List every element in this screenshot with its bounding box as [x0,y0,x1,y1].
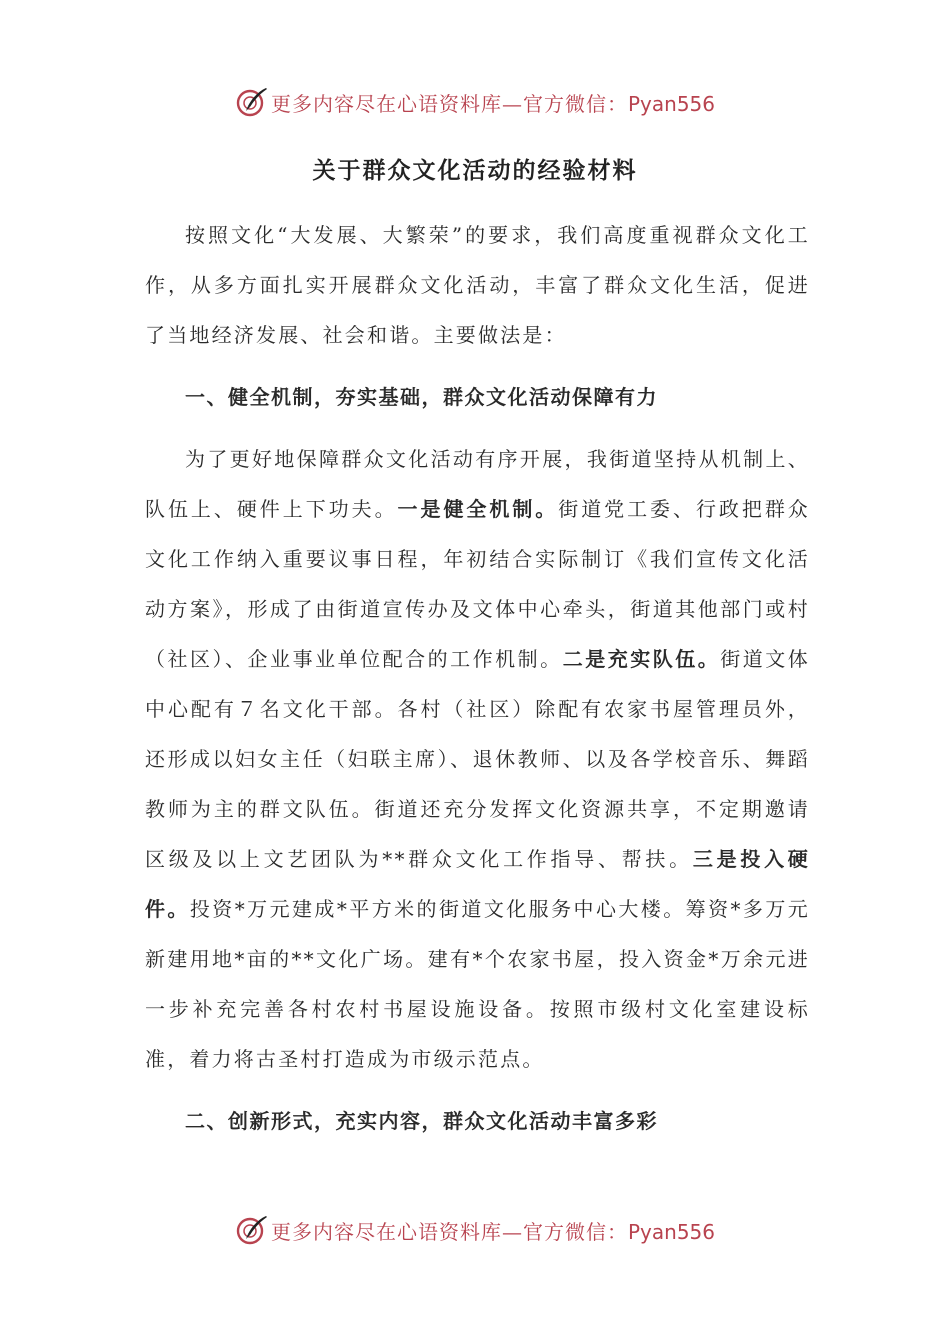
section-1-text-3: 街道文体中心配有７名文化干部。各村（社区）除配有农家书屋管理员外，还形成以妇女主任（妇联主席）、退休教师、以及各学校音乐、舞蹈教师为主的群文队伍。街道还充分发挥文化资源共享，不定期邀请区级及以上文艺团队为**群众文化工作指导、帮扶。 [145,647,810,871]
banner-separator: — [501,1219,523,1244]
banner-wechat-id: Pyan556 [627,91,715,116]
banner-separator: — [501,91,523,116]
banner-wechat-label: 官方微信： [522,1219,628,1244]
point-2-label: 二是充实队伍。 [562,647,721,671]
document-body [145,210,810,1158]
intro-paragraph: 按照文化“大发展、大繁荣”的要求，我们高度重视群众文化工作，从多方面扎实开展群众文化活动，丰富了群众文化生活，促进了当地经济发展、社会和谐。主要做法是： [145,223,810,347]
section-2-heading: 二、创新形式，充实内容，群众文化活动丰富多彩 [185,1109,658,1133]
banner-text [271,1216,715,1245]
banner-brand: 更多内容尽在心语资料库 [270,1219,502,1244]
quill-pen-circle-icon [235,85,269,119]
section-1-heading: 一、健全机制，夯实基础，群众文化活动保障有力 [185,385,658,409]
banner-wechat-id: Pyan556 [627,1219,715,1244]
quill-pen-circle-icon [235,1213,269,1247]
section-1-text-4: 投资*万元建成*平方米的街道文化服务中心大楼。筹资*多万元新建用地*亩的**文化广场。建有*个农家书屋，投入资金*万余元进一步补充完善各村农村书屋设施设备。按照市级村文化室建设标准，着力将古圣村打造成为市级示范点。 [145,897,810,1071]
banner-wechat-label: 官方微信： [522,91,628,116]
footer-banner [0,1210,950,1250]
section-1-paragraph [145,434,810,1084]
document-title: 关于群众文化活动的经验材料 [312,157,638,184]
point-1-label: 一是健全机制。 [397,497,559,521]
section-1-text-2: 街道党工委、行政把群众文化工作纳入重要议事日程，年初结合实际制订《我们宣传文化活动方案》，形成了由街道宣传办及文体中心牵头，街道其他部门或村（社区）、企业事业单位配合的工作机制。 [145,497,811,671]
banner-brand: 更多内容尽在心语资料库 [270,91,502,116]
header-banner [0,82,950,122]
section-1-text-1: 为了更好地保障群众文化活动有序开展，我街道坚持从机制上、队伍上、硬件上下功夫。 [145,447,810,521]
banner-text [271,88,715,117]
point-3-label: 三是投入硬件。 [145,847,810,921]
